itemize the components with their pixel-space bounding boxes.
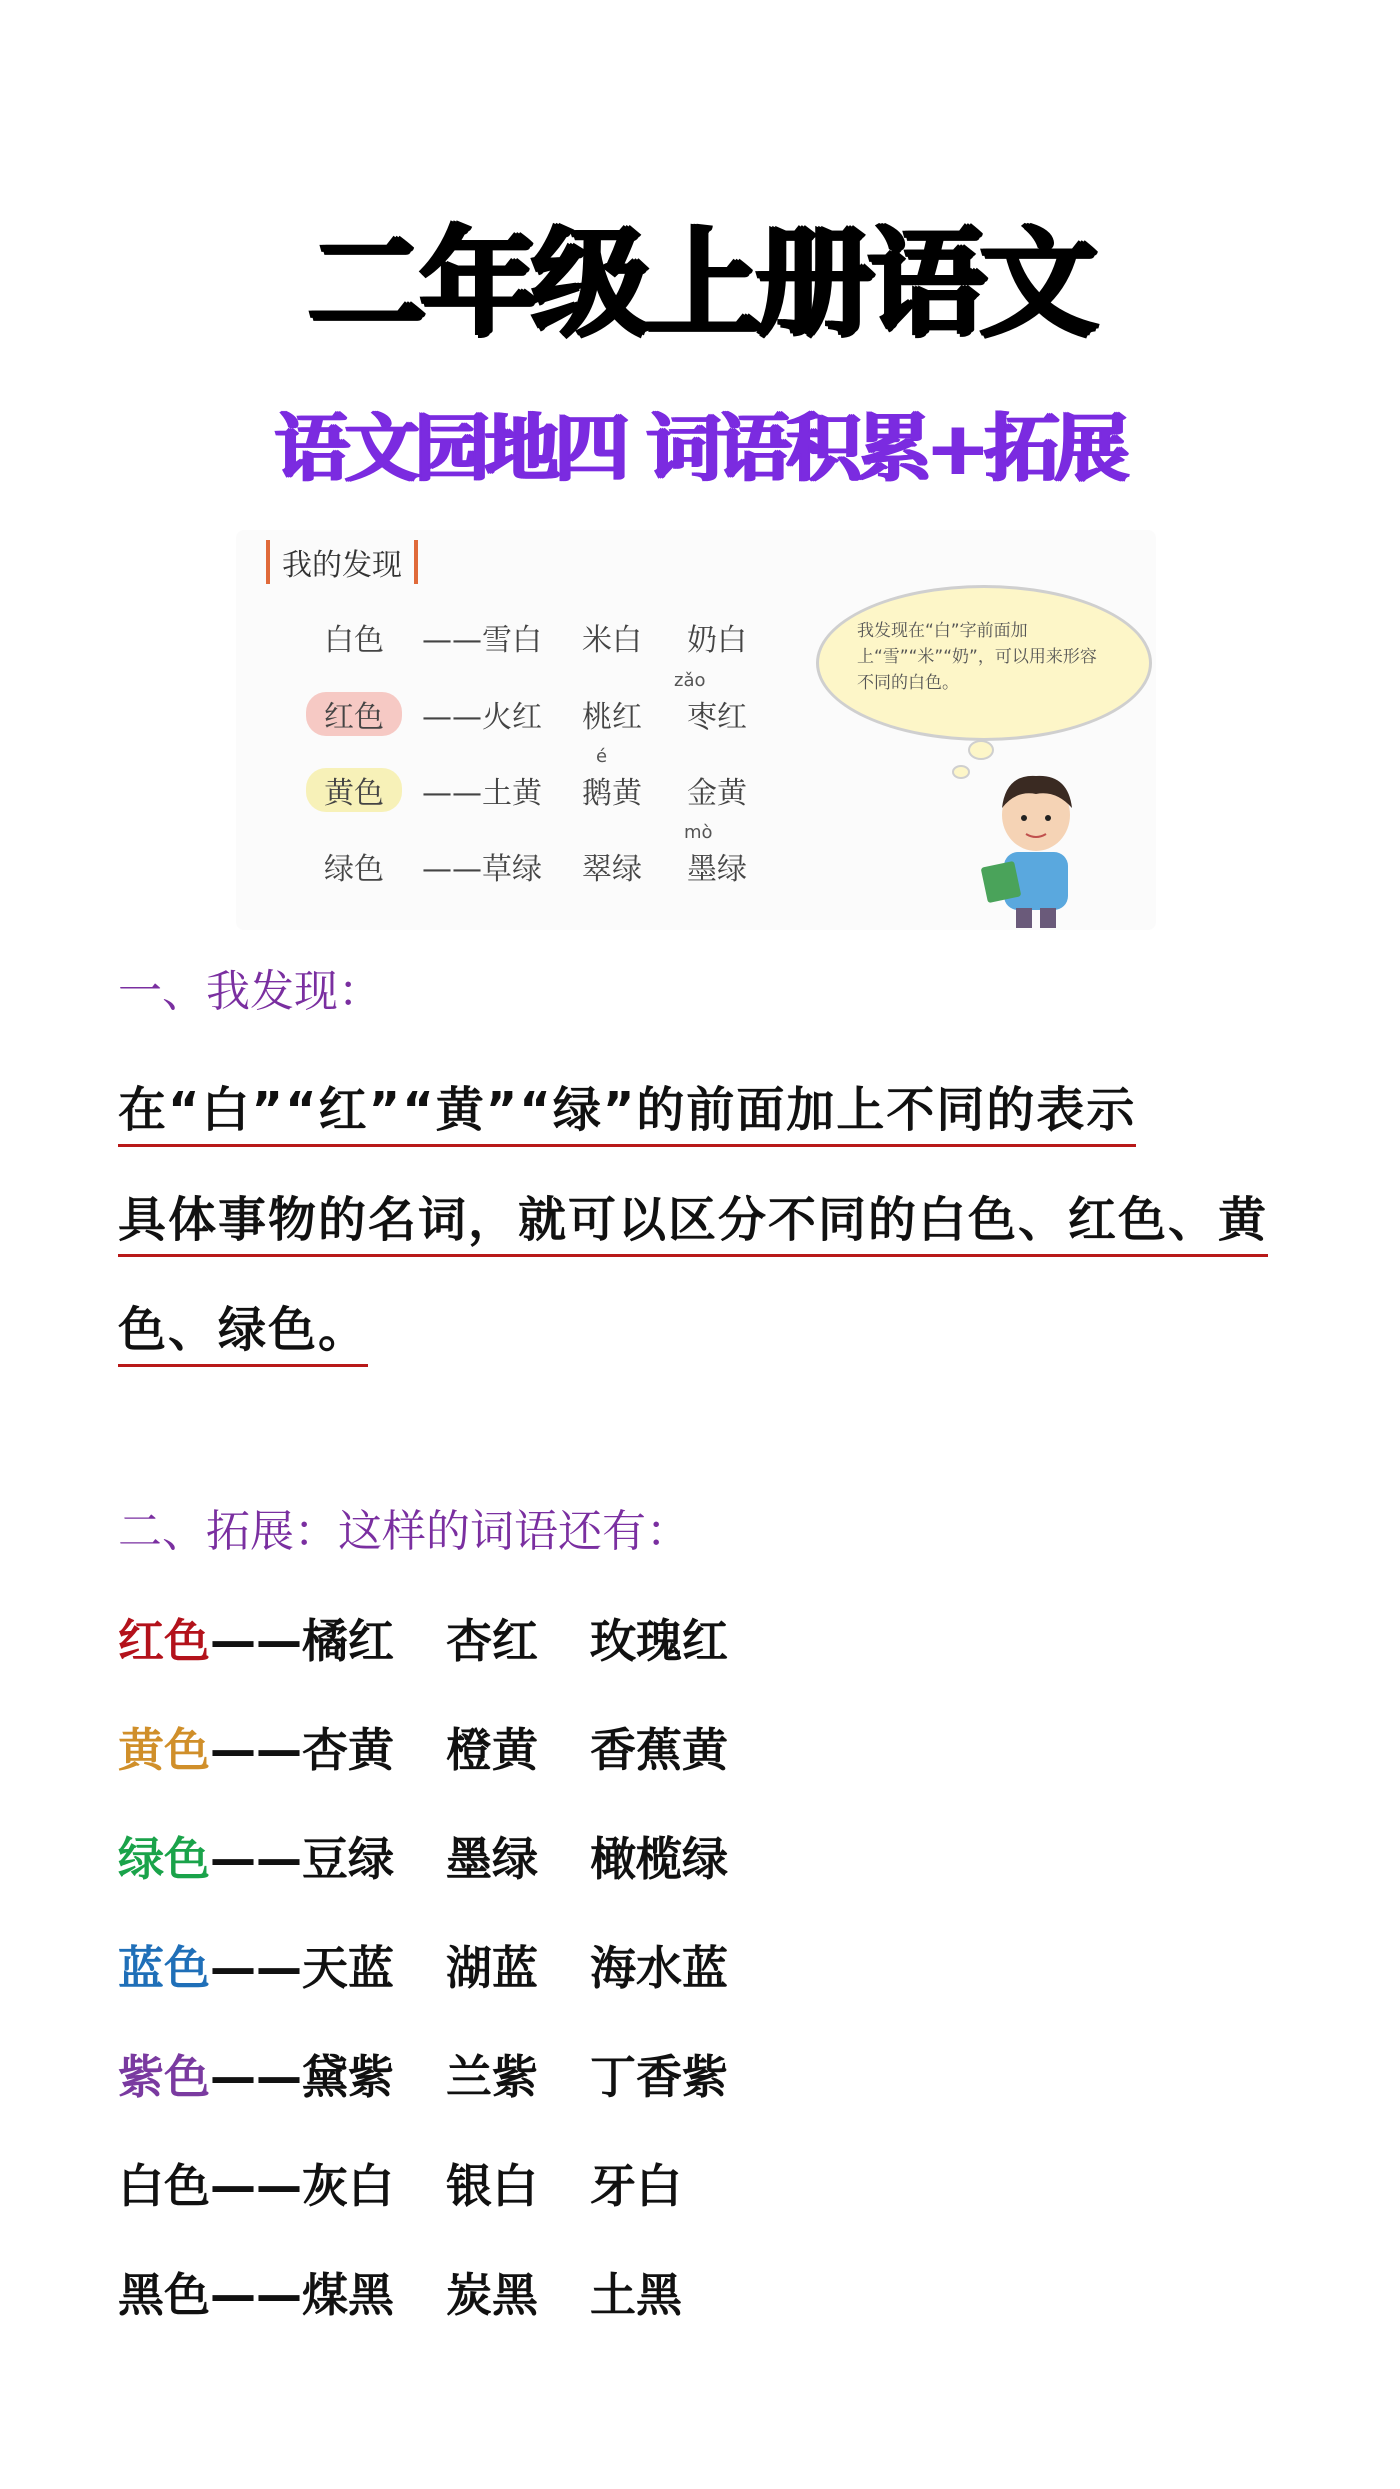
extension-word: 玫瑰红: [590, 1614, 728, 1668]
figure-word: 枣红: [687, 700, 747, 735]
extension-row: [118, 2041, 728, 2107]
extension-word: 丁香紫: [590, 2050, 728, 2104]
boy-reading-illustration: [976, 760, 1096, 930]
figure-row-white: [306, 615, 792, 659]
extension-row: [118, 2259, 682, 2325]
figure-word: 米白: [582, 623, 642, 658]
color-word: 紫色: [118, 2050, 210, 2104]
discovery-line-text: 在“白”“红”“黄”“绿”的前面加上不同的表示: [118, 1082, 1136, 1147]
dash: ——: [210, 2159, 302, 2213]
extension-word: 天蓝: [302, 1941, 394, 1995]
extension-row: [118, 1714, 728, 1780]
textbook-figure: [236, 530, 1156, 930]
figure-word: 鹅黄: [582, 776, 642, 811]
figure-word: 金黄: [687, 776, 747, 811]
extension-word: 橄榄绿: [590, 1832, 728, 1886]
color-word: 红色: [118, 1614, 210, 1668]
extension-word: 黛紫: [302, 2050, 394, 2104]
figure-word: 墨绿: [687, 852, 747, 887]
pinyin-e: é: [596, 746, 608, 767]
extension-word: 墨绿: [446, 1832, 538, 1886]
color-word: 黄色: [118, 1723, 210, 1777]
color-word: 蓝色: [118, 1941, 210, 1995]
page-subtitle: 语文园地四 词语积累+拓展: [275, 406, 1125, 492]
pinyin-zao: zǎo: [674, 670, 706, 691]
discovery-line-text: 具体事物的名词，就可以区分不同的白色、红色、黄: [118, 1192, 1268, 1257]
figure-heading: 我的发现: [266, 540, 418, 584]
extension-word: 银白: [446, 2159, 538, 2213]
bubble-dot: [968, 740, 994, 760]
extension-row: [118, 1932, 728, 1998]
figure-word: 翠绿: [582, 852, 642, 887]
extension-word: 兰紫: [446, 2050, 538, 2104]
figure-color-label: 红色: [306, 692, 402, 736]
section2-heading: 二、拓展：这样的词语还有：: [118, 1506, 690, 1557]
extension-word: 杏黄: [302, 1723, 394, 1777]
extension-row: [118, 2150, 682, 2216]
bubble-dot: [952, 765, 970, 779]
extension-word: 橙黄: [446, 1723, 538, 1777]
discovery-line: [118, 1275, 1298, 1385]
dash: ——: [210, 2268, 302, 2322]
discovery-line: [118, 1165, 1298, 1275]
extension-word: 海水蓝: [590, 1941, 728, 1995]
extension-word: 煤黑: [302, 2268, 394, 2322]
speech-bubble-text: 我发现在“白”字前面加上“雪”“米”“奶”，可以用来形容不同的白色。: [857, 621, 1097, 693]
figure-word: ——火红: [422, 700, 542, 735]
dash: ——: [210, 1614, 302, 1668]
extension-word: 香蕉黄: [590, 1723, 728, 1777]
color-word: 绿色: [118, 1832, 210, 1886]
figure-row-green: [306, 844, 792, 888]
extension-word: 牙白: [590, 2159, 682, 2213]
extension-word: 土黑: [590, 2268, 682, 2322]
extension-word: 灰白: [302, 2159, 394, 2213]
dash: ——: [210, 2050, 302, 2104]
pinyin-mo: mò: [684, 822, 713, 843]
extension-word: 湖蓝: [446, 1941, 538, 1995]
figure-row-yellow: [306, 768, 792, 812]
figure-color-label: 白色: [324, 623, 384, 658]
color-word: 黑色: [118, 2268, 210, 2322]
discovery-line-text: 色、绿色。: [118, 1302, 368, 1367]
figure-word: 桃红: [582, 700, 642, 735]
section1-heading: 一、我发现：: [118, 966, 382, 1017]
extension-row: [118, 1605, 728, 1671]
extension-word: 杏红: [446, 1614, 538, 1668]
dash: ——: [210, 1832, 302, 1886]
dash: ——: [210, 1723, 302, 1777]
page-title: 二年级上册语文: [307, 214, 1092, 352]
discovery-paragraph: [118, 1055, 1298, 1385]
figure-row-red: [306, 692, 792, 736]
figure-color-label: 绿色: [324, 852, 384, 887]
discovery-line: [118, 1055, 1298, 1165]
figure-word: ——土黄: [422, 776, 542, 811]
figure-color-label: 黄色: [306, 768, 402, 812]
speech-bubble: [816, 585, 1152, 741]
extension-word: 炭黑: [446, 2268, 538, 2322]
extension-word: 橘红: [302, 1614, 394, 1668]
figure-word: ——雪白: [422, 623, 542, 658]
color-word: 白色: [118, 2159, 210, 2213]
figure-word: 奶白: [687, 623, 747, 658]
figure-word: ——草绿: [422, 852, 542, 887]
dash: ——: [210, 1941, 302, 1995]
extension-word: 豆绿: [302, 1832, 394, 1886]
extension-row: [118, 1823, 728, 1889]
